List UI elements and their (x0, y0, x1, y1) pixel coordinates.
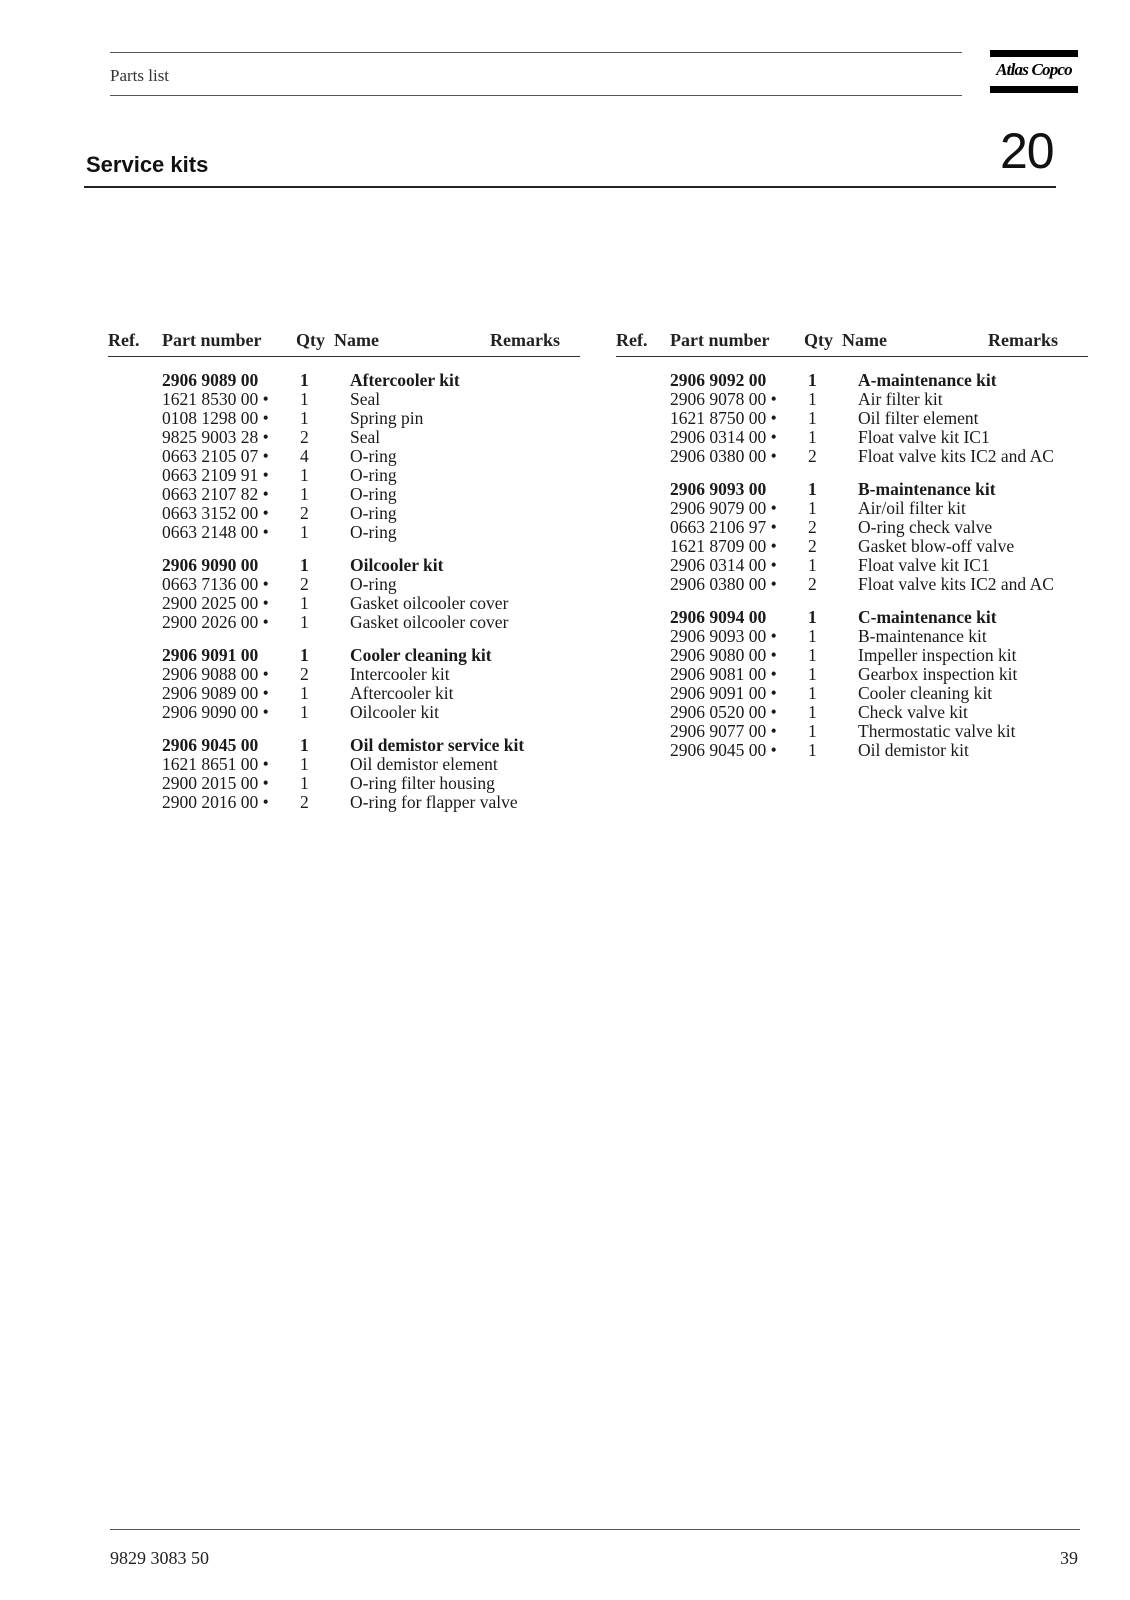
part-number-cell: 0663 2148 00 • (162, 522, 269, 542)
name-cell: O-ring (350, 484, 397, 504)
qty-cell: 1 (808, 683, 817, 703)
qty-cell: 2 (808, 574, 817, 594)
name-cell: Aftercooler kit (350, 370, 460, 390)
part-number-cell: 2906 0380 00 • (670, 446, 777, 466)
part-number-cell: 2906 9080 00 • (670, 645, 777, 665)
part-number-cell: 2906 9078 00 • (670, 389, 777, 409)
footer-rule (110, 1529, 1080, 1530)
name-cell: O-ring (350, 503, 397, 523)
kit-header-row (108, 556, 580, 575)
table-row (616, 703, 1088, 722)
header-part-number: Part number (162, 330, 262, 350)
table-row (108, 428, 580, 447)
qty-cell: 1 (300, 683, 309, 703)
name-cell: Air filter kit (858, 389, 943, 409)
header-remarks: Remarks (490, 330, 560, 350)
part-number-cell: 2906 9045 00 • (670, 740, 777, 760)
name-cell: Float valve kit IC1 (858, 555, 990, 575)
name-cell: Intercooler kit (350, 664, 450, 684)
kit-group (108, 736, 580, 812)
part-number-cell: 2906 9079 00 • (670, 498, 777, 518)
table-row (108, 523, 580, 542)
table-row (616, 684, 1088, 703)
header-qty: Qty (804, 330, 833, 350)
header-qty: Qty (296, 330, 325, 350)
kit-group (108, 371, 580, 542)
name-cell: Gasket oilcooler cover (350, 593, 509, 613)
part-number-cell: 1621 8709 00 • (670, 536, 777, 556)
qty-cell: 2 (300, 503, 309, 523)
name-cell: Oilcooler kit (350, 702, 439, 722)
kit-header-row (108, 736, 580, 755)
table-row (108, 504, 580, 523)
name-cell: O-ring (350, 574, 397, 594)
qty-cell: 1 (300, 735, 309, 755)
table-row (108, 390, 580, 409)
qty-cell: 1 (808, 479, 817, 499)
part-number-cell: 2906 9081 00 • (670, 664, 777, 684)
name-cell: A-maintenance kit (858, 370, 997, 390)
table-row (108, 594, 580, 613)
part-number-cell: 0663 3152 00 • (162, 503, 269, 523)
header-ref: Ref. (108, 330, 140, 350)
name-cell: Aftercooler kit (350, 683, 454, 703)
header-bottom-rule (110, 95, 962, 96)
name-cell: Thermostatic valve kit (858, 721, 1016, 741)
header-label: Parts list (110, 66, 170, 85)
name-cell: Oil demistor element (350, 754, 498, 774)
part-number-cell: 0663 2109 91 • (162, 465, 269, 485)
name-cell: Float valve kits IC2 and AC (858, 574, 1054, 594)
qty-cell: 1 (808, 721, 817, 741)
part-number-cell: 2906 9090 00 (162, 555, 259, 575)
document-number: 9829 3083 50 (110, 1548, 209, 1568)
kit-header-row (616, 480, 1088, 499)
table-row (616, 741, 1088, 760)
kit-group (616, 608, 1088, 760)
part-number-cell: 0663 2105 07 • (162, 446, 269, 466)
qty-cell: 1 (300, 702, 309, 722)
table-header (108, 330, 580, 357)
name-cell: Seal (350, 427, 381, 447)
table-row (108, 774, 580, 793)
table-row (108, 684, 580, 703)
part-number-cell: 2906 9077 00 • (670, 721, 777, 741)
name-cell: Cooler cleaning kit (858, 683, 993, 703)
section-title: Service kits (86, 152, 209, 177)
qty-cell: 2 (300, 792, 309, 812)
qty-cell: 1 (300, 555, 309, 575)
qty-cell: 1 (808, 740, 817, 760)
part-number-cell: 2900 2016 00 • (162, 792, 269, 812)
kit-header-row (108, 646, 580, 665)
table-row (616, 575, 1088, 594)
part-number-cell: 0663 7136 00 • (162, 574, 269, 594)
name-cell: B-maintenance kit (858, 626, 987, 646)
qty-cell: 1 (808, 408, 817, 428)
qty-cell: 1 (300, 522, 309, 542)
parts-table-left (108, 330, 580, 812)
name-cell: Oil demistor service kit (350, 735, 525, 755)
table-row (108, 613, 580, 632)
qty-cell: 2 (300, 427, 309, 447)
part-number-cell: 2906 9093 00 • (670, 626, 777, 646)
part-number-cell: 2906 0520 00 • (670, 702, 777, 722)
part-number-cell: 2906 0314 00 • (670, 427, 777, 447)
qty-cell: 1 (808, 664, 817, 684)
qty-cell: 1 (808, 607, 817, 627)
name-cell: Gasket oilcooler cover (350, 612, 509, 632)
parts-table-right (616, 330, 1088, 760)
table-row (108, 793, 580, 812)
kit-group (616, 371, 1088, 466)
part-number-cell: 2906 9091 00 • (670, 683, 777, 703)
table-row (108, 485, 580, 504)
part-number-cell: 1621 8530 00 • (162, 389, 269, 409)
logo-bottom-bar (990, 86, 1078, 93)
part-number-cell: 2906 9094 00 (670, 607, 767, 627)
kit-list (616, 371, 1088, 760)
header-top-rule (110, 52, 962, 53)
table-row (108, 575, 580, 594)
qty-cell: 1 (300, 465, 309, 485)
part-number-cell: 2906 9045 00 (162, 735, 259, 755)
header-part-number: Part number (670, 330, 770, 350)
name-cell: C-maintenance kit (858, 607, 997, 627)
part-number-cell: 2900 2015 00 • (162, 773, 269, 793)
qty-cell: 1 (808, 498, 817, 518)
table-row (616, 627, 1088, 646)
name-cell: Oilcooler kit (350, 555, 444, 575)
logo-top-bar (990, 50, 1078, 57)
name-cell: Oil filter element (858, 408, 979, 428)
name-cell: O-ring (350, 522, 397, 542)
table-row (616, 722, 1088, 741)
name-cell: O-ring (350, 446, 397, 466)
chapter-number: 20 (1000, 123, 1054, 179)
name-cell: O-ring (350, 465, 397, 485)
table-row (616, 409, 1088, 428)
qty-cell: 1 (808, 702, 817, 722)
name-cell: O-ring check valve (858, 517, 993, 537)
table-row (108, 755, 580, 774)
header-ref: Ref. (616, 330, 648, 350)
name-cell: Float valve kit IC1 (858, 427, 990, 447)
part-number-cell: 2906 9093 00 (670, 479, 767, 499)
qty-cell: 1 (300, 370, 309, 390)
part-number-cell: 0663 2106 97 • (670, 517, 777, 537)
part-number-cell: 2906 9088 00 • (162, 664, 269, 684)
qty-cell: 1 (300, 484, 309, 504)
qty-cell: 2 (300, 574, 309, 594)
table-row (108, 447, 580, 466)
table-row (108, 466, 580, 485)
name-cell: Impeller inspection kit (858, 645, 1017, 665)
name-cell: Spring pin (350, 408, 424, 428)
table-row (108, 703, 580, 722)
kit-group (108, 646, 580, 722)
kit-header-row (616, 608, 1088, 627)
kit-header-row (616, 371, 1088, 390)
name-cell: Air/oil filter kit (858, 498, 966, 518)
qty-cell: 1 (300, 408, 309, 428)
table-row (108, 409, 580, 428)
part-number-cell: 0663 2107 82 • (162, 484, 269, 504)
name-cell: Cooler cleaning kit (350, 645, 492, 665)
page-number: 39 (1060, 1548, 1078, 1568)
name-cell: Seal (350, 389, 381, 409)
qty-cell: 1 (808, 370, 817, 390)
qty-cell: 1 (808, 555, 817, 575)
table-row (616, 499, 1088, 518)
table-row (616, 646, 1088, 665)
table-row (108, 665, 580, 684)
brand-logo (990, 50, 1078, 94)
qty-cell: 1 (300, 754, 309, 774)
qty-cell: 1 (300, 593, 309, 613)
kit-group (616, 480, 1088, 594)
part-number-cell: 2906 0380 00 • (670, 574, 777, 594)
kit-list (108, 371, 580, 812)
table-row (616, 428, 1088, 447)
name-cell: B-maintenance kit (858, 479, 996, 499)
qty-cell: 2 (808, 536, 817, 556)
qty-cell: 2 (808, 517, 817, 537)
qty-cell: 4 (300, 446, 309, 466)
part-number-cell: 9825 9003 28 • (162, 427, 269, 447)
part-number-cell: 2900 2025 00 • (162, 593, 269, 613)
part-number-cell: 1621 8750 00 • (670, 408, 777, 428)
table-row (616, 447, 1088, 466)
qty-cell: 1 (808, 389, 817, 409)
qty-cell: 1 (300, 612, 309, 632)
name-cell: O-ring for flapper valve (350, 792, 518, 812)
header-name: Name (334, 330, 379, 350)
part-number-cell: 2906 9089 00 • (162, 683, 269, 703)
qty-cell: 1 (300, 773, 309, 793)
header-name: Name (842, 330, 887, 350)
qty-cell: 1 (808, 427, 817, 447)
part-number-cell: 2900 2026 00 • (162, 612, 269, 632)
table-row (616, 665, 1088, 684)
table-row (616, 518, 1088, 537)
part-number-cell: 2906 9091 00 (162, 645, 259, 665)
name-cell: Oil demistor kit (858, 740, 969, 760)
qty-cell: 2 (808, 446, 817, 466)
part-number-cell: 2906 0314 00 • (670, 555, 777, 575)
qty-cell: 1 (300, 645, 309, 665)
qty-cell: 1 (300, 389, 309, 409)
kit-group (108, 556, 580, 632)
qty-cell: 1 (808, 626, 817, 646)
name-cell: Gasket blow-off valve (858, 536, 1015, 556)
title-rule (84, 186, 1056, 188)
name-cell: Float valve kits IC2 and AC (858, 446, 1054, 466)
table-row (616, 390, 1088, 409)
header-remarks: Remarks (988, 330, 1058, 350)
name-cell: Gearbox inspection kit (858, 664, 1018, 684)
table-row (616, 537, 1088, 556)
qty-cell: 2 (300, 664, 309, 684)
table-header (616, 330, 1088, 357)
part-number-cell: 2906 9089 00 (162, 370, 259, 390)
kit-header-row (108, 371, 580, 390)
part-number-cell: 1621 8651 00 • (162, 754, 269, 774)
part-number-cell: 2906 9092 00 (670, 370, 767, 390)
qty-cell: 1 (808, 645, 817, 665)
name-cell: O-ring filter housing (350, 773, 495, 793)
part-number-cell: 2906 9090 00 • (162, 702, 269, 722)
part-number-cell: 0108 1298 00 • (162, 408, 269, 428)
name-cell: Check valve kit (858, 702, 968, 722)
logo-wordmark: Atlas Copco (996, 60, 1072, 79)
table-row (616, 556, 1088, 575)
